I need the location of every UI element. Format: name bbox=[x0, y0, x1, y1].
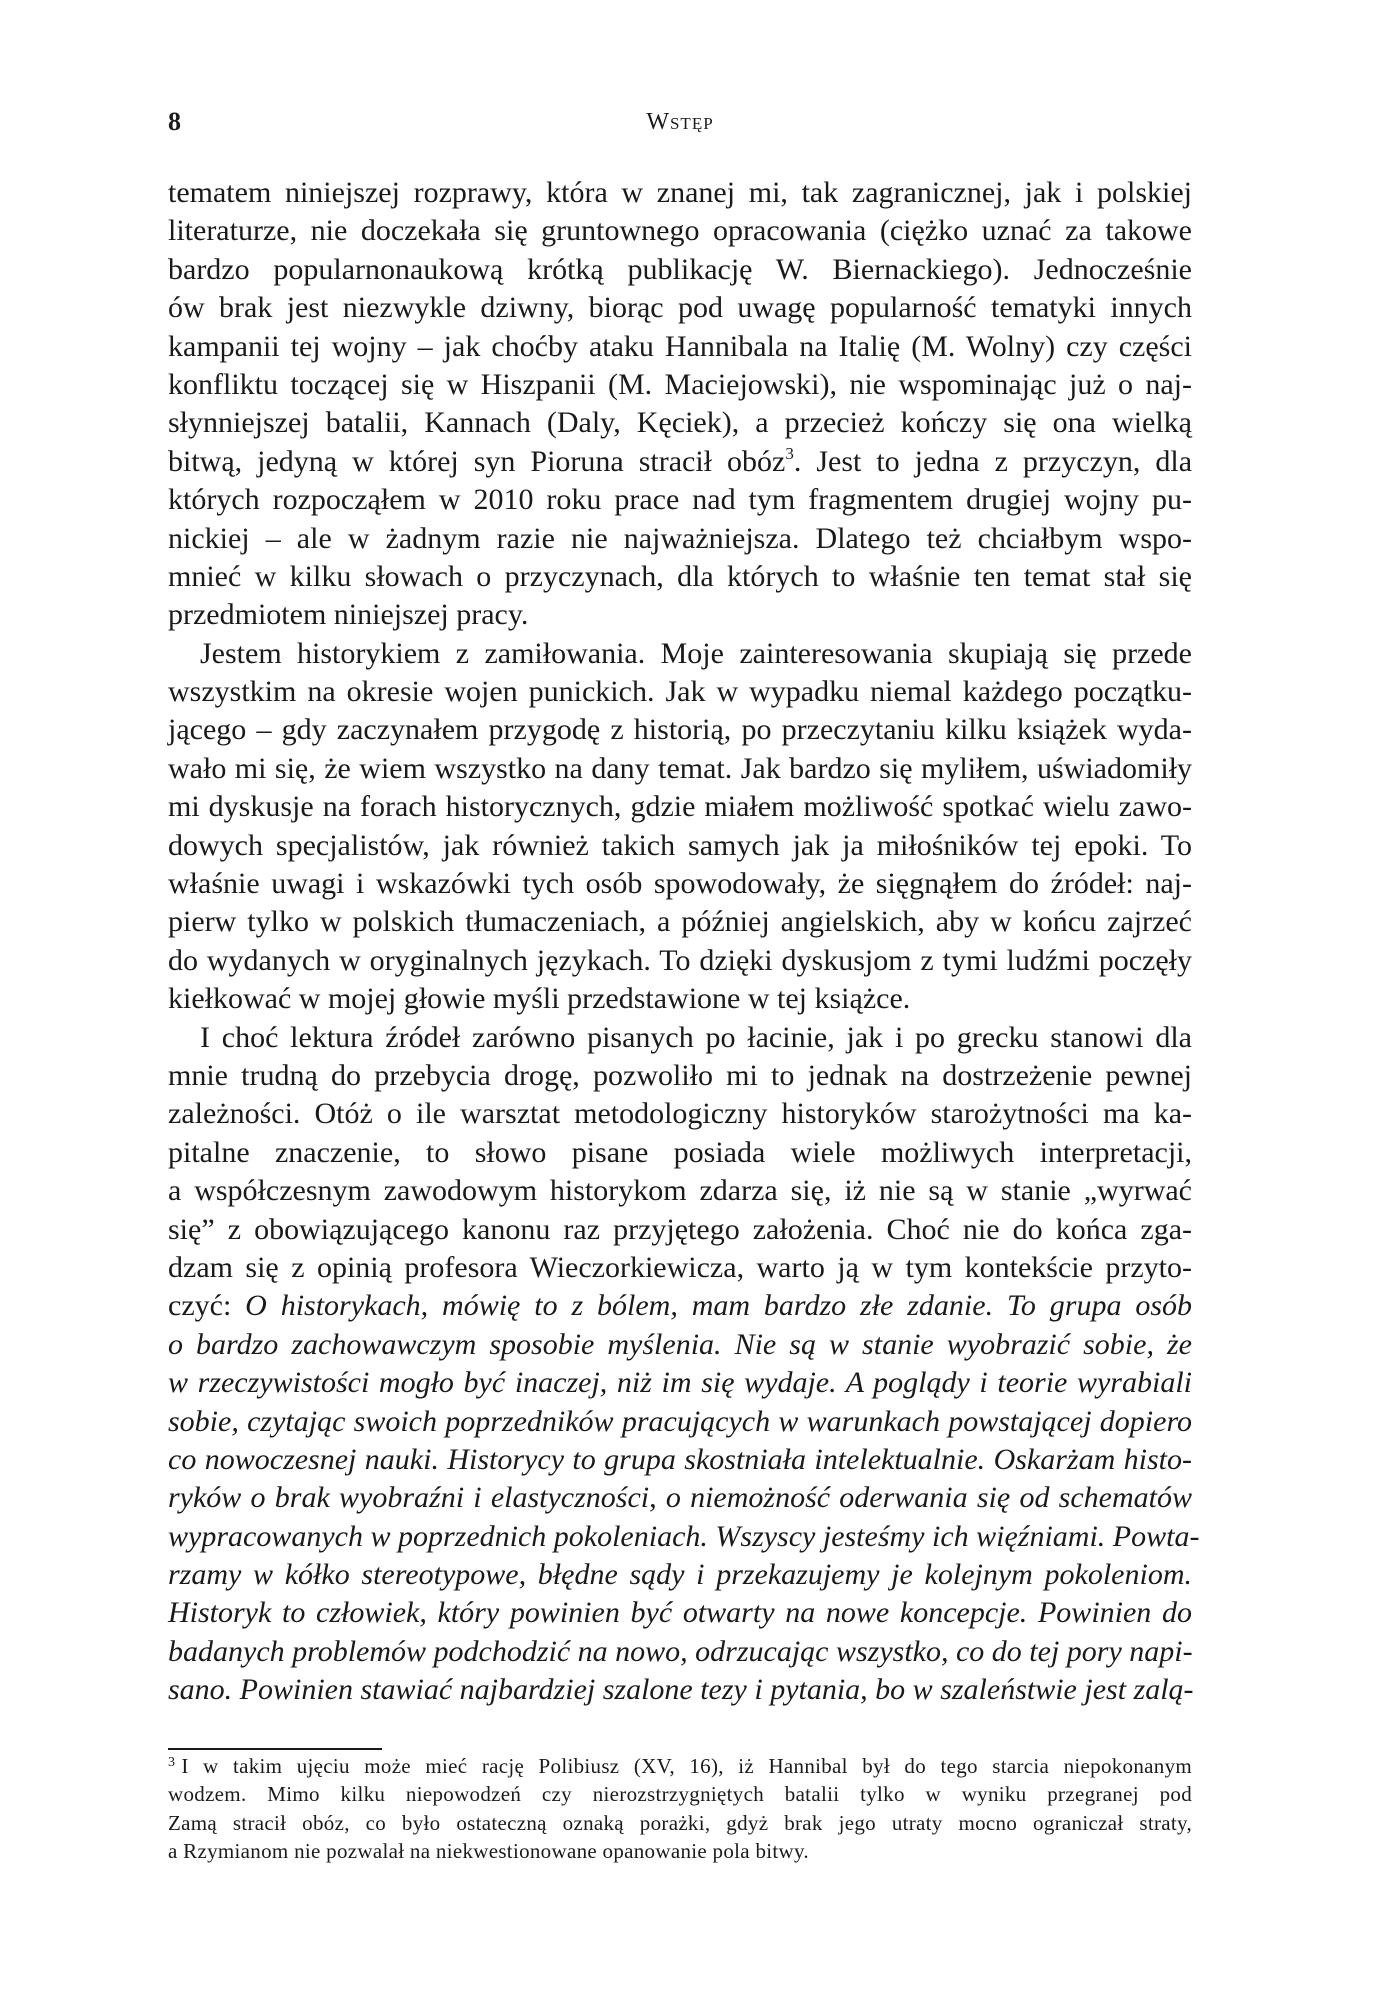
text-line: dowych specjalistów, jak również takich samych jak ja miłośników tej epoki. To bbox=[168, 828, 1192, 862]
text-line: do wydanych w oryginalnych językach. To dzięki dyskusjom z tymi ludźmi poczęły bbox=[168, 943, 1192, 977]
text-line: właśnie uwagi i wskazówki tych osób spowodowały, że sięgnąłem do źródeł: naj- bbox=[168, 867, 1192, 901]
text-line: słynniejszej batalii, Kannach (Daly, Kęciek), a przecież kończy się ona wielką bbox=[168, 406, 1192, 440]
text-line: wało mi się, że wiem wszystko na dany temat. Jak bardzo się myliłem, uświadomiły bbox=[168, 751, 1192, 785]
text-line: nickiej – ale w żadnym razie nie najważniejsza. Dlatego też chciałbym wspo- bbox=[168, 521, 1192, 555]
text-line: literaturze, nie doczekała się gruntownego opracowania (ciężko uznać za takowe bbox=[168, 214, 1192, 248]
quote-line: co nowoczesnej nauki. Historycy to grupa skostniała intelektualnie. Oskarżam histo- bbox=[168, 1442, 1192, 1476]
footnote-line: a Rzymianom nie pozwalał na niekwestionowane opanowanie pola bitwy. bbox=[168, 1839, 809, 1864]
text-line: się” z obowiązującego kanonu raz przyjętego założenia. Choć nie do końca zga- bbox=[168, 1212, 1192, 1246]
running-head: Wstęp bbox=[646, 109, 714, 135]
text-line: których rozpocząłem w 2010 roku prace nad tym fragmentem drugiej wojny pu- bbox=[168, 483, 1192, 517]
text-line: ów brak jest niezwykle dziwny, biorąc pod uwagę popularność tematyki innych bbox=[168, 291, 1192, 325]
quote-line: ryków o brak wyobraźni i elastyczności, o niemożność oderwania się od schematów bbox=[168, 1481, 1192, 1515]
text-line: jącego – gdy zaczynałem przygodę z historią, po przeczytaniu kilku książek wyda- bbox=[168, 713, 1192, 747]
quote-line: Historyk to człowiek, który powinien być otwarty na nowe koncepcje. Powinien do bbox=[168, 1596, 1192, 1630]
text-segment: . Jest to jedna z przyczyn, dla bbox=[793, 444, 1193, 478]
text-line: tematem niniejszej rozprawy, która w znanej mi, tak zagranicznej, jak i polskiej bbox=[168, 176, 1192, 209]
footnotes bbox=[168, 1752, 1192, 1866]
footnote-line bbox=[168, 1752, 1192, 1780]
text-line: pitalne znaczenie, to słowo pisane posiada wiele możliwych interpretacji, bbox=[168, 1135, 1192, 1169]
text-line bbox=[168, 1287, 1192, 1325]
quote-line: rzamy w kółko stereotypowe, błędne sądy i przekazujemy je kolejnym pokoleniom. bbox=[168, 1558, 1192, 1592]
text-line: kiełkować w mojej głowie myśli przedstawione w tej książce. bbox=[168, 982, 911, 1016]
footnote-text: I w takim ujęciu może mieć rację Polibiusz (XV, 16), iż Hannibal był do tego starcia niepokonanym bbox=[181, 1754, 1192, 1778]
text-line: mnie trudną do przebycia drogę, pozwoliło mi to jednak na dostrzeżenie pewnej bbox=[168, 1058, 1192, 1092]
text-line: mnieć w kilku słowach o przyczynach, dla których to właśnie ten temat stał się bbox=[168, 559, 1192, 593]
text-line: pierw tylko w polskich tłumaczeniach, a później angielskich, aby w końcu zajrzeć bbox=[168, 905, 1192, 939]
text-line: mi dyskusje na forach historycznych, gdzie miałem możliwość spotkać wielu zawo- bbox=[168, 790, 1192, 824]
quote-line: o bardzo zachowawczym sposobie myślenia. Nie są w stanie wyobrazić sobie, że bbox=[168, 1327, 1192, 1361]
text-line: bardzo popularnonaukową krótką publikację W. Biernackiego). Jednocześnie bbox=[168, 252, 1192, 286]
body-text bbox=[168, 174, 1200, 1710]
text-segment: bitwą, jedyną w której syn Pioruna stracił obóz bbox=[168, 444, 786, 478]
text-line: dzam się z opinią profesora Wieczorkiewicza, warto ją w tym kontekście przyto- bbox=[168, 1250, 1192, 1284]
page-number: 8 bbox=[168, 107, 181, 136]
footnote-divider bbox=[168, 1748, 382, 1750]
text-line bbox=[168, 443, 1192, 481]
text-line: Jestem historykiem z zamiłowania. Moje zainteresowania skupiają się przede bbox=[200, 636, 1192, 670]
text-line: wszystkim na okresie wojen punickich. Jak w wypadku niemal każdego początku- bbox=[168, 675, 1192, 709]
footnote-line: wodzem. Mimo kilku niepowodzeń czy nierozstrzygniętych batalii tylko w wyniku przegranej pod bbox=[168, 1782, 1192, 1807]
quote-segment: O historykach, mówię to z bólem, mam bardzo złe zdanie. To grupa osób bbox=[231, 1289, 1192, 1323]
text-line: przedmiotem niniejszej pracy. bbox=[168, 598, 529, 632]
text-segment: czyć: bbox=[168, 1289, 232, 1323]
quote-line: sano. Powinien stawiać najbardziej szalone tezy i pytania, bo w szaleństwie jest zalą- bbox=[168, 1673, 1194, 1707]
quote-line: sobie, czytając swoich poprzedników pracujących w warunkach powstającej dopiero bbox=[168, 1404, 1192, 1438]
quote-line: w rzeczywistości mogło być inaczej, niż im się wydaje. A poglądy i teorie wyrabiali bbox=[168, 1366, 1192, 1400]
quote-line: wypracowanych w poprzednich pokoleniach. Wszyscy jesteśmy ich więźniami. Powta- bbox=[168, 1519, 1200, 1553]
text-line: I choć lektura źródeł zarówno pisanych po łacinie, jak i po grecku stanowi dla bbox=[200, 1020, 1192, 1054]
text-line: a współczesnym zawodowym historykom zdarza się, iż nie są w stanie „wyrwać bbox=[168, 1174, 1192, 1208]
text-line: zależności. Otóż o ile warsztat metodologiczny historyków starożytności ma ka- bbox=[168, 1097, 1192, 1131]
quote-line: badanych problemów podchodzić na nowo, odrzucając wszystko, co do tej pory napi- bbox=[168, 1634, 1193, 1668]
text-line: konfliktu toczącej się w Hiszpanii (M. Maciejowski), nie wspominając już o naj- bbox=[168, 367, 1192, 401]
footnote-marker: 3 bbox=[168, 1755, 176, 1770]
text-line: kampanii tej wojny – jak choćby ataku Hannibala na Italię (M. Wolny) czy części bbox=[168, 329, 1192, 363]
footnote-reference[interactable]: 3 bbox=[785, 443, 794, 463]
footnote-line: Zamą stracił obóz, co było ostateczną oznaką porażki, gdyż brak jego utraty mocno ograniczał straty, bbox=[168, 1810, 1192, 1835]
page-header bbox=[168, 102, 1192, 142]
